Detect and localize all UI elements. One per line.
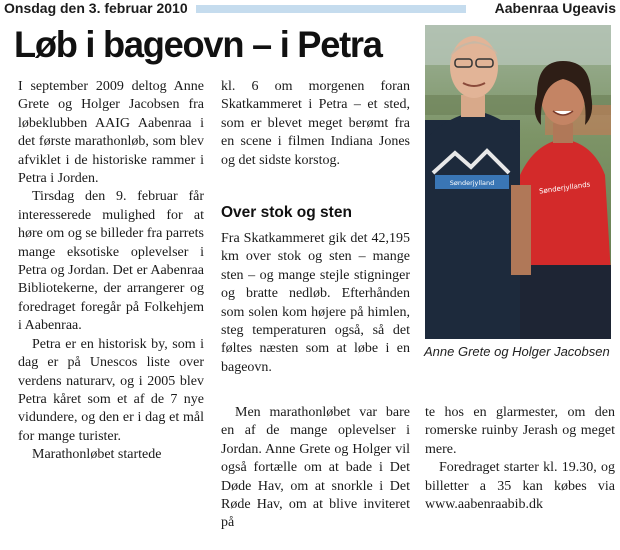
article-column-2-bottom	[221, 404, 410, 533]
newspaper-name: Aabenraa Ugeavis	[494, 0, 616, 16]
paragraph: Tirsdag den 9. februar får interesserede mulighed for at høre om og se billeder fra parrets mange eksotiske oplevelser i Petra og Jordan. Det er Aabenraa Bibliotekerne, der arrangerer og foredraget foregår på Folkehjem i Aabenraa.	[18, 189, 204, 334]
runners-photo	[425, 25, 611, 339]
paragraph: I september 2009 deltog Anne Grete og Holger Jacobsen fra løbeklubben AAIG Aabenraa i det første marathonløb, som blev afviklet i de historiske rammer i Petra i Jorden.	[18, 79, 204, 187]
paragraph: Men marathonløbet var bare en af de mange oplevelser i Jordan. Anne Grete og Holger vil også fortælle om at bade i Det Døde Hav, om at snorkle i Det Røde Hav, om at blive inviteret på	[221, 405, 410, 531]
photo-illustration	[425, 25, 611, 339]
shirt-text-left: Sønderjylland	[449, 179, 495, 187]
paragraph: te hos en glarmester, om den romerske ruinby Jerash og meget mere.	[425, 405, 615, 457]
shirt-text-right: Sønderjyllands	[538, 180, 591, 196]
article-column-2-middle	[221, 230, 410, 377]
paragraph: Foredraget starter kl. 19.30, og billetter a 35 kan købes via www.aabenraabib.dk	[425, 460, 615, 513]
paragraph: Petra er en historisk by, som i dag er på Unescos liste over verdens naturarv, og i 2005 blev Petra kåret som et af de 7 nye vidundere, og den er i dag et mål for mange turister.	[18, 336, 204, 444]
article-column-2-top	[221, 78, 410, 170]
header-rule	[196, 5, 466, 13]
paragraph: Marathonløbet startede	[32, 447, 162, 463]
article-column-1	[18, 78, 204, 465]
article-column-3	[425, 404, 615, 514]
issue-date: Onsdag den 3. februar 2010	[4, 0, 188, 16]
photo-caption: Anne Grete og Holger Jacobsen	[424, 344, 610, 359]
article-headline: Løb i bageovn – i Petra	[14, 24, 382, 65]
paragraph: kl. 6 om morgenen foran Skatkammeret i Petra – et sted, som er blevet meget berømt fra en scene i filmen Indiana Jones og det sidste korstog.	[221, 79, 410, 168]
article-subheading: Over stok og sten	[221, 204, 352, 221]
page-header	[0, 0, 620, 20]
paragraph: Fra Skatkammeret gik det 42,195 km over stok og sten – mange sten – og mange stejle stigninger og bratte nedløb. Efterhånden som solen kom højere på himlen, steg temperaturen også, så det føltes næsten som at løbe i en bageovn.	[221, 231, 410, 375]
